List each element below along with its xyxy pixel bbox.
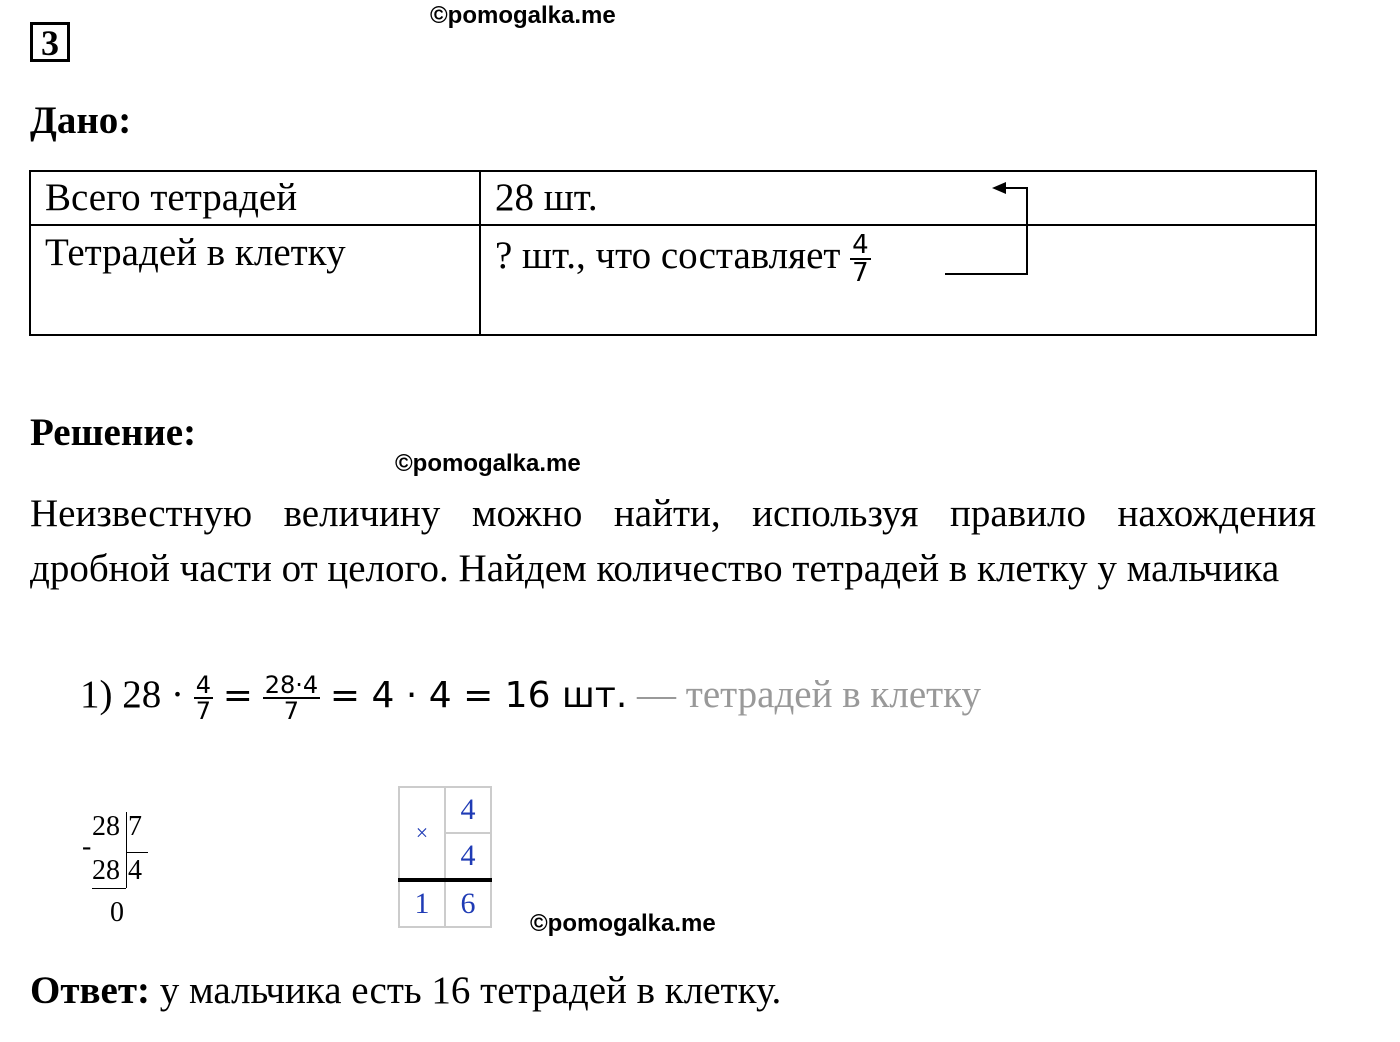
watermark-top: ©pomogalka.me <box>430 2 616 29</box>
fraction-1-denominator: 7 <box>195 697 212 726</box>
given-value-total: 28 шт. <box>480 171 1316 225</box>
division-subtrahend: 28 <box>92 855 120 886</box>
given-row-grid <box>30 225 1316 335</box>
fraction-denominator: 7 <box>852 258 869 288</box>
division-minus: - <box>82 831 92 862</box>
formula-fraction-2 <box>263 671 320 726</box>
solution-text: Неизвестную величину можно найти, используя правило нахождения дробной части от целого. Найдем количество тетрадей в клетку у мальчика <box>30 492 1316 590</box>
fraction-numerator: 4 <box>852 230 869 260</box>
answer-line <box>30 968 781 1013</box>
fraction-2-numerator: 28·4 <box>264 671 319 700</box>
formula-note: — тетрадей в клетку <box>637 673 982 716</box>
multiply-result-units: 6 <box>445 880 491 927</box>
formula-prefix: 1) 28 · <box>80 673 184 716</box>
solution-heading: Решение: <box>30 411 197 454</box>
given-row-total <box>30 171 1316 225</box>
multiply-sign: × <box>399 787 445 880</box>
given-value-grid: ? шт., что составляет <box>495 233 841 277</box>
division-remainder: 0 <box>110 897 124 928</box>
given-table <box>29 170 1317 336</box>
given-label-total: Всего тетрадей <box>30 171 480 225</box>
answer-text: у мальчика есть 16 тетрадей в клетку. <box>159 969 782 1012</box>
solution-formula <box>80 671 982 726</box>
watermark-middle: ©pomogalka.me <box>395 450 581 477</box>
answer-label: Ответ: <box>30 969 151 1012</box>
multiply-bottom: 4 <box>445 833 491 880</box>
task-number: 3 <box>30 22 70 62</box>
watermark-bottom: ©pomogalka.me <box>530 910 716 937</box>
multiplication-grid <box>398 786 492 928</box>
fraction-2-denominator: 7 <box>283 697 300 726</box>
given-value-grid-cell <box>480 225 1316 335</box>
division-vertical-line <box>126 812 127 888</box>
division-quotient-line <box>126 852 148 853</box>
division-divisor: 7 <box>128 811 142 842</box>
multiply-result-tens: 1 <box>399 880 445 927</box>
multiply-top: 4 <box>445 787 491 833</box>
division-dividend: 28 <box>92 811 120 842</box>
long-division <box>80 812 160 932</box>
fraction-1-numerator: 4 <box>195 671 212 700</box>
given-fraction <box>850 232 871 286</box>
given-heading: Дано: <box>30 99 132 142</box>
division-quotient: 4 <box>128 855 142 886</box>
given-label-grid: Тетрадей в клетку <box>30 225 480 335</box>
reference-arrow <box>940 178 1040 282</box>
formula-result: = 4 · 4 = 16 шт. <box>329 675 628 716</box>
formula-equals: = <box>222 675 253 716</box>
formula-fraction-1 <box>194 671 213 726</box>
division-result-line <box>92 888 126 889</box>
